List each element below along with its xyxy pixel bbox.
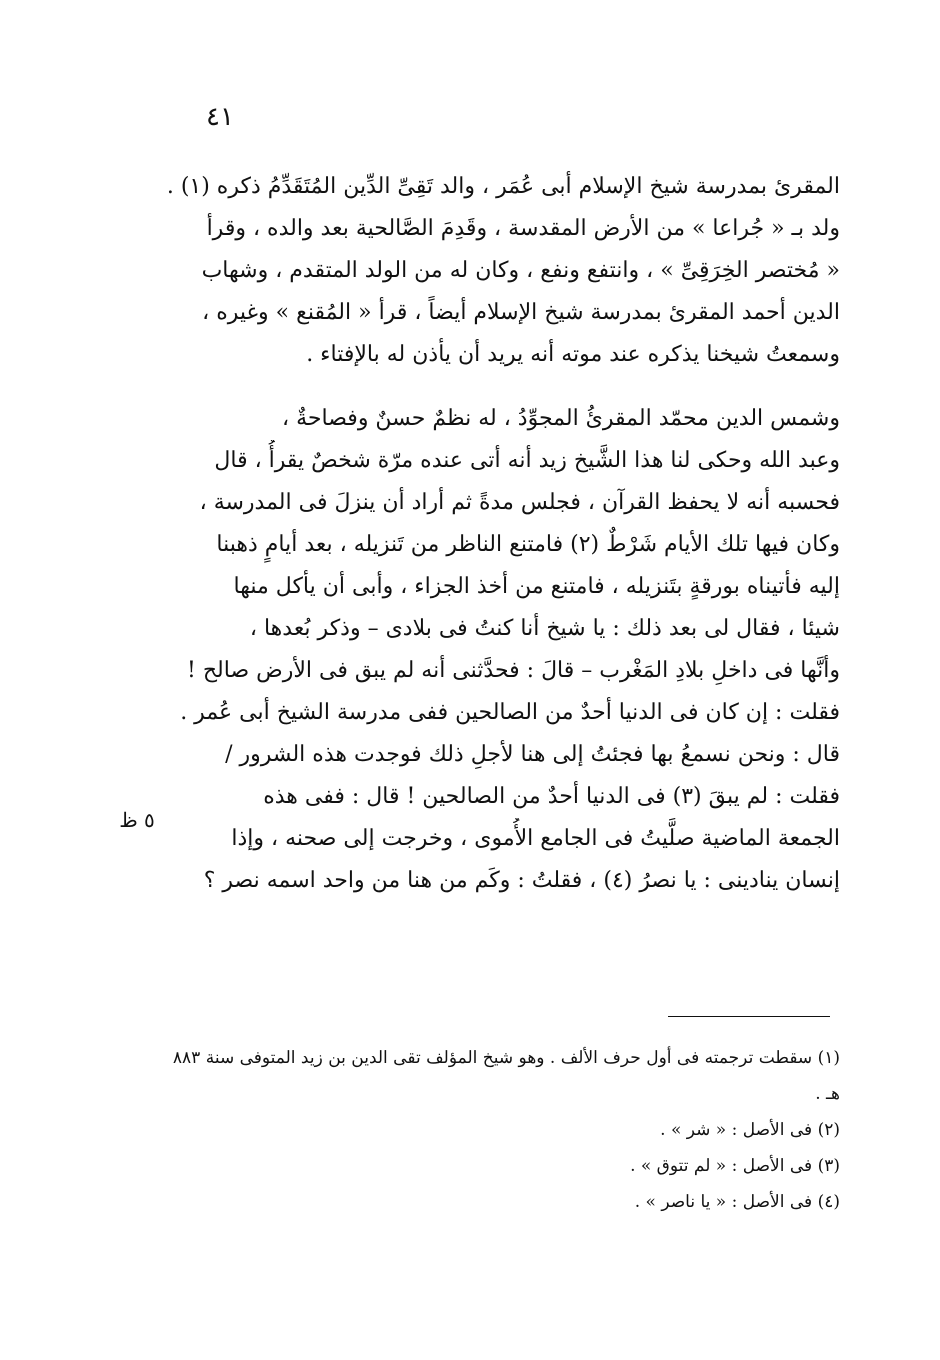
main-text xyxy=(160,166,840,902)
text-line: فحسبه أنه لا يحفظ القرآن ، فجلس مدةً ثم أراد أن ينزلَ فى المدرسة ، xyxy=(199,490,840,515)
text-line: المقرئ بمدرسة شيخ الإسلام أبى عُمَر ، والد تَقِىِّ الدِّين المُتَقَدِّمُ ذكره (١) . xyxy=(166,174,840,199)
text-line: وسمعتُ شيخنا يذكره عند موته أنه يريد أن يأذن له بالإفتاء . xyxy=(306,342,840,367)
text-line: إليه فأتيناه بورقةٍ بتَنزيله ، فامتنع من أخذ الجزاء ، وأبى أن يأكل منها xyxy=(233,574,840,599)
footnote: (١) سقطت ترجمته فى أول حرف الألف . وهو شيخ المؤلف تقى الدين بن زيد المتوفى سنة ٨٨٣ هـ . xyxy=(172,1048,840,1104)
text-line: وعبد الله وحكى لنا هذا الشَّيخ زيد أنه أتى عنده مرّة شخصٌ يقرأُ ، قال xyxy=(214,448,840,473)
text-line: « مُختصر الخِرَقِىِّ » ، وانتفع ونفع ، وكان له من الولد المتقدم ، وشهاب xyxy=(201,258,840,283)
footnote: (٢) فى الأصل : « شر » . xyxy=(660,1120,840,1140)
page-number: ٤١ xyxy=(206,102,234,132)
text-line: فقلت : لم يبقَ (٣) فى الدنيا أحدٌ من الصالحين ! قال : ففى هذه xyxy=(263,784,840,809)
text-line: فقلت : إن كان فى الدنيا أحدٌ من الصالحين ففى مدرسة الشيخ أبى عُمر . xyxy=(180,700,840,725)
footnote-divider xyxy=(668,1016,830,1017)
footnote: (٤) فى الأصل : « يا ناصر » . xyxy=(634,1192,840,1212)
footnotes xyxy=(160,1040,840,1220)
text-line: ولد بـ « جُراعا » من الأرض المقدسة ، وقَدِمَ الصَّالحية بعد والده ، وقرأ xyxy=(206,216,840,241)
manuscript-folio-marker: ٥ ظ xyxy=(119,808,155,832)
text-line: وشمس الدين محمّد المقرئُ المجوِّدُ ، له نظمٌ حسنٌ وفصاحةٌ ، xyxy=(282,406,840,431)
text-line: وكان فيها تلك الأيام شَرْطٌ (٢) فامتنع الناظر من تَنزيله ، بعد أيامٍ ذهبنا xyxy=(216,532,840,557)
text-line: الدين أحمد المقرئ بمدرسة شيخ الإسلام أيضاً ، قرأ « المُقنع » وغيره ، xyxy=(202,300,840,325)
text-line: إنسان ينادينى : يا نصرُ (٤) ، فقلتُ : وكَم من هنا من واحد اسمه نصر ؟ xyxy=(203,868,840,893)
text-line: الجمعة الماضية صلَّيتُ فى الجامع الأُموى ، وخرجت إلى صحنه ، وإذا xyxy=(231,826,840,851)
text-line: قال : ونحن نسمعُ بها فجئتُ إلى هنا لأجلِ ذلك فوجدت هذه الشرور / xyxy=(225,742,840,767)
footnote: (٣) فى الأصل : « لم تتوق » . xyxy=(630,1156,840,1176)
paragraph xyxy=(160,398,840,902)
text-line: وأنَّها فى داخلِ بلادِ المَغْرب – قالَ : فحدَّثنى أنه لم يبق فى الأرض صالح ! xyxy=(187,658,840,683)
text-line: شيئا ، فقال لى بعد ذلك : يا شيخ أنا كنتُ فى بلادى – وذكر بُعدها ، xyxy=(249,616,840,641)
paragraph xyxy=(160,166,840,376)
